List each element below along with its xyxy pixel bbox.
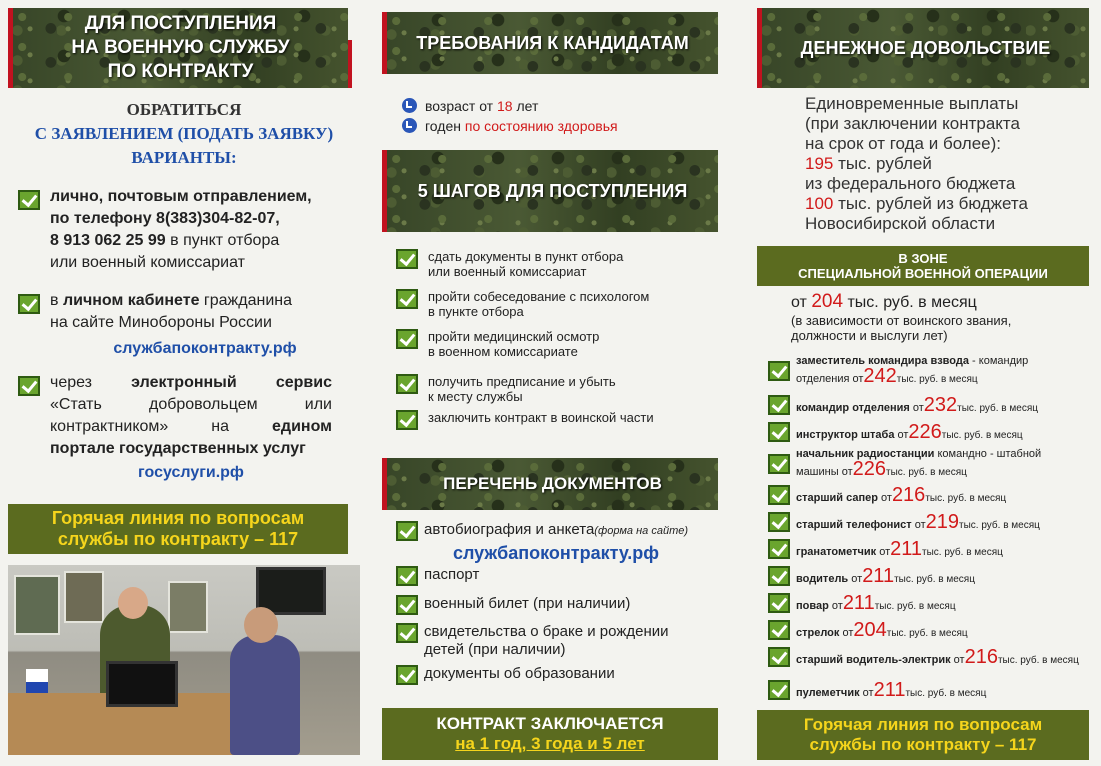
doc-item: военный билет (при наличии) (396, 595, 630, 615)
rank-from: от (852, 373, 864, 385)
rank-tail: - командир (968, 355, 1029, 367)
rank-from: от (879, 545, 891, 558)
recruitment-office-photo (8, 565, 360, 755)
rank-from: от (841, 466, 853, 478)
rank-row (768, 566, 1086, 586)
option-personal-account: в личном кабинете гражданина на сайте Минобороны России службапоконтракту.рф (18, 290, 350, 360)
monthly-depends: (в зависимости от воинского звания, должности и выслуги лет) (791, 313, 1012, 343)
rank-unit: тыс. руб. в месяц (957, 402, 1038, 414)
allowance-header: ДЕНЕЖНОЕ ДОВОЛЬСТВИЕ (757, 8, 1089, 88)
checkmark-icon (768, 512, 790, 532)
rank-salary: 211 (862, 564, 895, 587)
step-item: заключить контракт в воинской части (396, 410, 654, 430)
checkmark-icon (396, 410, 418, 430)
contract-service-link[interactable]: службапоконтракту.рф (113, 340, 297, 357)
checkmark-icon (768, 539, 790, 559)
rank-unit: тыс. руб. в месяц (905, 687, 987, 699)
rank-name: пулеметчик (796, 686, 860, 699)
steps-header: 5 ШАГОВ ДЛЯ ПОСТУПЛЕНИЯ (382, 150, 718, 232)
rank-from: от (914, 518, 926, 531)
documents-header: ПЕРЕЧЕНЬ ДОКУМЕНТОВ (382, 458, 718, 510)
rank-row (768, 422, 1086, 442)
rank-name: заместитель командира взвода (796, 355, 969, 367)
checkmark-icon (768, 566, 790, 586)
requirements-header: ТРЕБОВАНИЯ К КАНДИДАТАМ (382, 12, 718, 74)
rank-unit: тыс. руб. в месяц (959, 519, 1040, 531)
checkmark-icon (768, 647, 790, 667)
rank-line2: машины (796, 466, 839, 478)
rank-row (768, 647, 1086, 667)
rank-from: от (842, 626, 854, 639)
lump-sum-info: Единовременные выплаты (при заключении контракта на срок от года и более): 195 тыс. рублей из федерального бюджета 100 тыс. рублей из бюджета Новосибирской области (805, 94, 1028, 233)
checkmark-icon (18, 376, 40, 396)
panel-allowance (745, 0, 1101, 766)
checkmark-icon (396, 374, 418, 394)
rank-from: от (912, 401, 924, 414)
rank-row (768, 448, 1086, 479)
checkmark-icon (768, 454, 790, 474)
header-line: НА ВОЕННУЮ СЛУЖБУ (71, 37, 290, 58)
checkmark-icon (396, 665, 418, 685)
rank-unit: тыс. руб. в месяц (925, 492, 1007, 504)
checkmark-icon (768, 361, 790, 381)
svo-zone-banner: В ЗОНЕ СПЕЦИАЛЬНОЙ ВОЕННОЙ ОПЕРАЦИИ (757, 246, 1089, 286)
option-in-person: лично, почтовым отправлением, по телефону 8(383)304-82-07, 8 913 062 25 99 в пункт отбора или военный комиссариат (18, 186, 350, 274)
rank-name: начальник радиостанции (796, 448, 935, 460)
rank-unit: тыс. руб. в месяц (941, 429, 1023, 441)
documents-form-link[interactable]: службапоконтракту.рф (452, 543, 660, 563)
rank-name: стрелок (796, 626, 840, 639)
checkmark-icon (768, 422, 790, 442)
rank-salary: 216 (964, 645, 998, 668)
rank-unit: тыс. руб. в месяц (997, 654, 1079, 666)
checkmark-icon (396, 566, 418, 586)
rank-unit: тыс. руб. в месяц (886, 467, 967, 478)
rank-name: гранатометчик (796, 545, 877, 558)
rank-from: от (953, 653, 965, 666)
rank-unit: тыс. руб. в месяц (874, 600, 956, 612)
checkmark-icon (768, 593, 790, 613)
rank-salary: 211 (842, 591, 875, 614)
rank-salary: 226 (908, 420, 942, 443)
rank-salary: 211 (873, 678, 906, 701)
apply-title: ОБРАТИТЬСЯ С ЗАЯВЛЕНИЕМ (ПОДАТЬ ЗАЯВКУ) ВАРИАНТЫ: (34, 100, 334, 167)
panel-contract-intro (0, 0, 368, 766)
checkmark-icon (396, 249, 418, 269)
doc-item: автобиография и анкета(форма на сайте) службапоконтракту.рф (396, 521, 688, 564)
rank-unit: тыс. руб. в месяц (922, 546, 1003, 558)
rank-salary: 226 (852, 458, 886, 480)
rank-name: повар (796, 599, 829, 612)
header-banner (8, 8, 348, 88)
checkmark-icon (768, 620, 790, 640)
checkmark-icon (396, 595, 418, 615)
rank-line2: отделения (796, 373, 850, 385)
rank-salary: 204 (853, 618, 887, 641)
option-gosuslugi: через электронный сервис «Стать добровольцем или контрактником» на едином портале государственных услуг госуслуги.рф (18, 372, 332, 484)
checkmark-icon (768, 680, 790, 700)
rank-name: старший телефонист (796, 518, 912, 531)
rank-row (768, 680, 1086, 700)
rank-name: инструктор штаба (796, 428, 895, 441)
rank-name: командир отделения (796, 401, 910, 414)
rank-from: от (862, 686, 874, 699)
gosuslugi-link[interactable]: госуслуги.рф (138, 464, 244, 481)
rank-from: от (831, 599, 843, 612)
rank-row (768, 512, 1086, 532)
age-requirement: возраст от 18 лет (402, 98, 538, 114)
hotline-banner: Горячая линия по вопросам службы по контракту – 117 (757, 710, 1089, 760)
heart-icon (402, 118, 417, 133)
rank-row (768, 395, 1086, 415)
rank-name: старший водитель-электрик (796, 653, 951, 666)
rank-tail: командно - штабной (934, 448, 1042, 460)
health-requirement: годен по состоянию здоровья (402, 118, 618, 134)
checkmark-icon (18, 190, 40, 210)
checkmark-icon (768, 395, 790, 415)
checkmark-icon (18, 294, 40, 314)
header-line: ДЛЯ ПОСТУПЛЕНИЯ (84, 13, 277, 34)
contract-term-banner: КОНТРАКТ ЗАКЛЮЧАЕТСЯ на 1 год, 3 года и 5 лет (382, 708, 718, 760)
rank-from: от (881, 491, 892, 504)
step-item: пройти собеседование с психологом в пункте отбора (396, 289, 649, 319)
rank-salary: 211 (890, 537, 923, 560)
rank-row (768, 539, 1086, 559)
checkmark-icon (396, 289, 418, 309)
rank-salary: 219 (925, 510, 960, 533)
rank-salary: 216 (891, 483, 926, 506)
rank-salary: 242 (863, 365, 897, 387)
rank-name: старший сапер (796, 491, 878, 504)
rank-row (768, 620, 1086, 640)
rank-salary: 232 (923, 393, 958, 416)
step-item: пройти медицинский осмотр в военном комиссариате (396, 329, 599, 359)
rank-name: водитель (796, 572, 849, 585)
rank-row (768, 485, 1086, 505)
step-item: сдать документы в пункт отбора или военный комиссариат (396, 249, 623, 279)
rank-unit: тыс. руб. в месяц (894, 573, 975, 585)
rank-row (768, 355, 1086, 386)
checkmark-icon (396, 521, 418, 541)
step-item: получить предписание и убыть к месту службы (396, 374, 616, 404)
header-line: ПО КОНТРАКТУ (107, 61, 254, 82)
rank-unit: тыс. руб. в месяц (896, 374, 978, 385)
clock-icon (402, 98, 417, 113)
rank-from: от (897, 428, 909, 441)
rank-from: от (851, 572, 863, 585)
hotline-banner: Горячая линия по вопросам службы по контракту – 117 (8, 504, 348, 554)
checkmark-icon (396, 329, 418, 349)
checkmark-icon (768, 485, 790, 505)
checkmark-icon (396, 623, 418, 643)
panel-requirements (372, 0, 738, 766)
monthly-from: от 204 тыс. руб. в месяц (791, 291, 977, 312)
doc-item: свидетельства о браке и рождении детей (при наличии) (396, 623, 669, 659)
doc-item: паспорт (396, 566, 479, 586)
rank-row (768, 593, 1086, 613)
rank-unit: тыс. руб. в месяц (886, 627, 968, 639)
doc-item: документы об образовании (396, 665, 615, 685)
